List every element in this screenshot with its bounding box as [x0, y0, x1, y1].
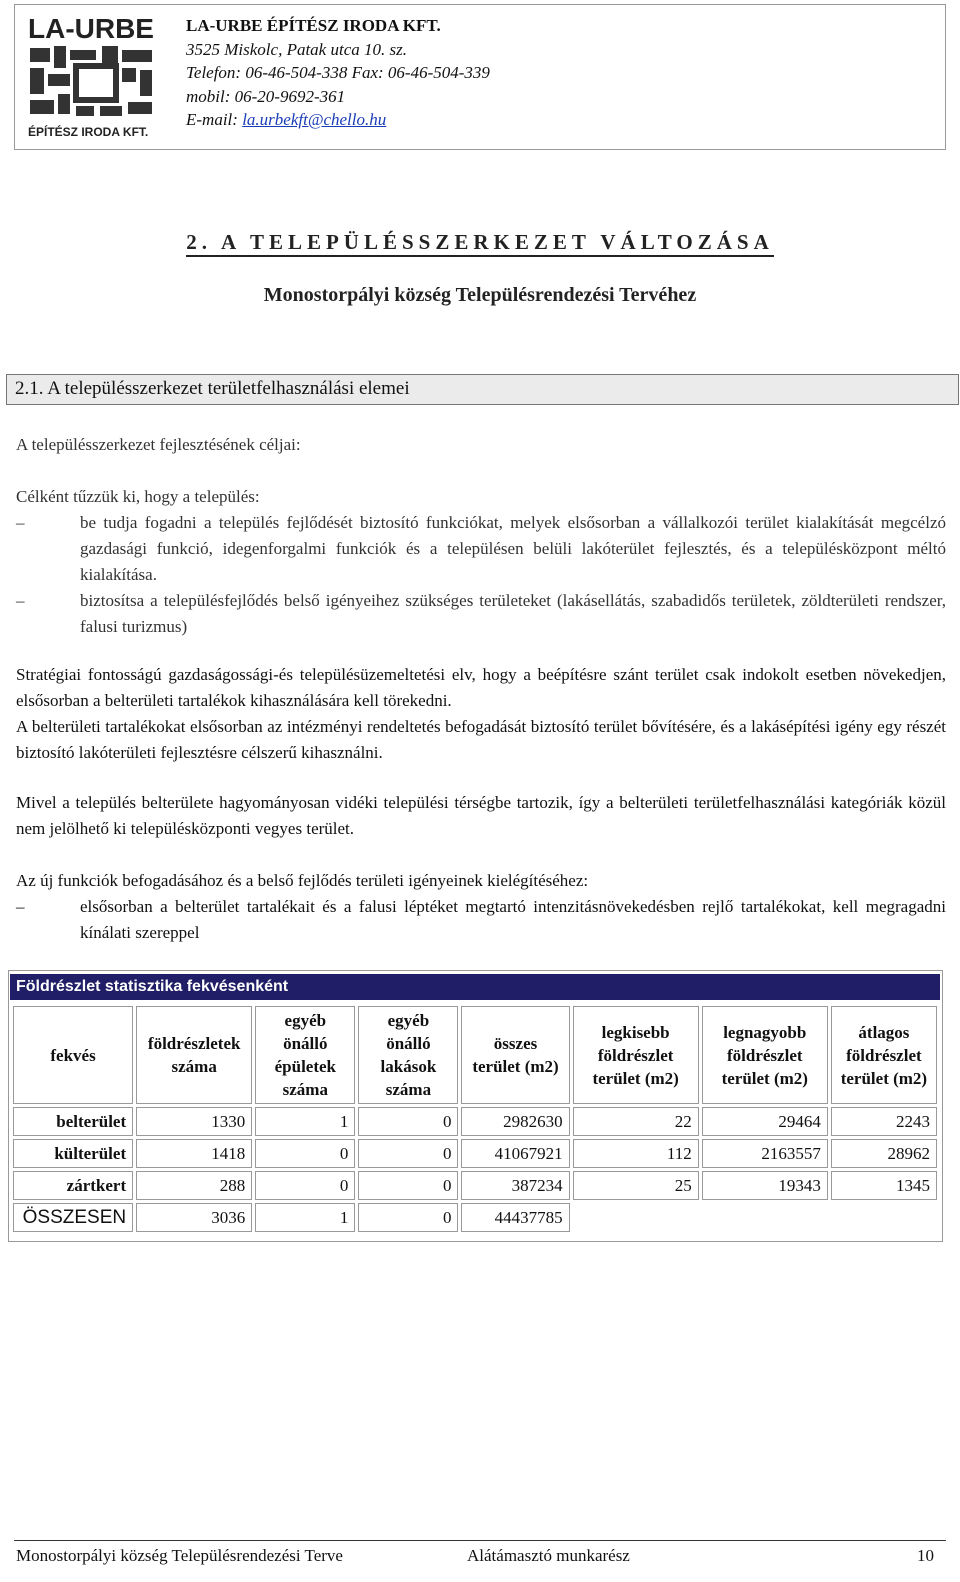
- empty-cell: [831, 1203, 937, 1232]
- new-function-heading: Az új funkciók befogadásához és a belső fejlődés területi igényeinek kielégítéséhez:: [16, 871, 589, 890]
- empty-cell: [702, 1203, 828, 1232]
- email-label: E-mail:: [186, 110, 243, 129]
- row-label: belterület: [13, 1107, 133, 1136]
- goals-heading: A településszerkezet fejlesztésének céljai:: [16, 435, 301, 454]
- table-cell: 288: [136, 1171, 252, 1200]
- table-cell: 1330: [136, 1107, 252, 1136]
- firm-phone: Telefon: 06-46-504-338 Fax: 06-46-504-339: [186, 63, 490, 82]
- section-heading: 2.1. A településszerkezet területfelhasználási elemei: [6, 374, 959, 405]
- empty-cell: [573, 1203, 699, 1232]
- table-cell: 2163557: [702, 1139, 828, 1168]
- table-cell: 28962: [831, 1139, 937, 1168]
- goal-item: – be tudja fogadni a település fejlődését biztosító funkciókat, melyek elsősorban a vállalkozói terület kialakítását megcélzó gazdasági funkció, idegenforgalmi funkciók és a településen belüli lakóterület fejlesztés, és a településközpont méltó kialakítása.: [16, 510, 946, 588]
- table-cell: 19343: [702, 1171, 828, 1200]
- statistics-table: [10, 1003, 940, 1235]
- column-header: átlagos földrészlet terület (m2): [831, 1006, 937, 1104]
- column-header: fekvés: [13, 1006, 133, 1104]
- table-cell: 3036: [136, 1203, 252, 1232]
- table-row: [13, 1107, 937, 1136]
- column-header: földrészletek száma: [136, 1006, 252, 1104]
- table-cell: 0: [358, 1139, 458, 1168]
- goal-item: – biztosítsa a településfejlődés belső igényeihez szükséges területeket (lakásellátás, szabadidős területek, zöldterületi rendszer, falusi turizmus): [16, 588, 946, 640]
- mivel-paragraph: Mivel a település belterülete hagyományosan vidéki települési térségbe tartozik, így a belterületi területfelhasználási kategóriák közül nem jelölhető ki településközponti vegyes terület.: [16, 793, 946, 838]
- column-header: összes terület (m2): [461, 1006, 569, 1104]
- firm-email-line: [186, 108, 490, 132]
- firm-address: 3525 Miskolc, Patak utca 10. sz.: [186, 39, 407, 59]
- new-function-item: – elsősorban a belterület tartalékait és a falusi léptéket megtartó intenzitásnövekedésben rejlő tartalékokat, kell megragadni kínálati szereppel: [16, 894, 946, 946]
- strategy-paragraph-2: A belterületi tartalékokat elsősorban az intézményi rendeltetés befogadását biztosító terület bővítésére, és a lakásépítési igény egy részét biztosító lakóterületi fejlesztésre célszerű kihasználni.: [16, 717, 946, 762]
- dash-bullet: –: [16, 513, 25, 532]
- table-cell: 1418: [136, 1139, 252, 1168]
- company-logo: [24, 10, 160, 142]
- table-cell: 1: [255, 1203, 355, 1232]
- statistics-table-title: Földrészlet statisztika fekvésenként: [10, 974, 940, 1000]
- row-label: külterület: [13, 1139, 133, 1168]
- table-cell: 112: [573, 1139, 699, 1168]
- table-header-row: [13, 1006, 937, 1104]
- letterhead-contact: [186, 14, 490, 132]
- svg-text:LA-URBE: LA-URBE: [28, 13, 154, 44]
- footer-document-name: Monostorpályi község Településrendezési Terve: [16, 1546, 343, 1565]
- email-link[interactable]: la.urbekft@chello.hu: [242, 110, 387, 129]
- footer-part-name: Alátámasztó munkarész: [467, 1546, 630, 1565]
- dash-bullet: –: [16, 591, 25, 610]
- column-header: egyéb önálló lakások száma: [358, 1006, 458, 1104]
- table-row: [13, 1171, 937, 1200]
- table-cell: 2243: [831, 1107, 937, 1136]
- document-subtitle: Monostorpályi község Településrendezési Tervéhez: [263, 284, 697, 306]
- table-cell: 1345: [831, 1171, 937, 1200]
- row-label: ÖSSZESEN: [13, 1203, 133, 1232]
- strategy-paragraph-1: Stratégiai fontosságú gazdaságossági-és településüzemeltetési elv, hogy a beépítésre szánt terület csak indokolt esetben növekedjen, elsősorban a belterületi tartalékok kihasználására kell törekedni.: [16, 665, 946, 710]
- table-cell: 387234: [461, 1171, 569, 1200]
- firm-mobile: mobil: 06-20-9692-361: [186, 86, 346, 106]
- firm-name: LA-URBE ÉPÍTÉSZ IRODA KFT.: [186, 16, 441, 35]
- table-cell: 0: [255, 1139, 355, 1168]
- column-header: legnagyobb földrészlet terület (m2): [702, 1006, 828, 1104]
- goal-intro: Célként tűzzük ki, hogy a település:: [16, 487, 260, 506]
- table-cell: 44437785: [461, 1203, 569, 1232]
- table-row: [13, 1139, 937, 1168]
- table-cell: 0: [358, 1107, 458, 1136]
- table-cell: 22: [573, 1107, 699, 1136]
- table-cell: 0: [255, 1171, 355, 1200]
- column-header: legkisebb földrészlet terület (m2): [573, 1006, 699, 1104]
- table-cell: 0: [358, 1203, 458, 1232]
- svg-text:ÉPÍTÉSZ IRODA KFT.: ÉPÍTÉSZ IRODA KFT.: [28, 125, 149, 139]
- table-cell: 41067921: [461, 1139, 569, 1168]
- table-cell: 2982630: [461, 1107, 569, 1136]
- table-cell: 25: [573, 1171, 699, 1200]
- table-cell: 1: [255, 1107, 355, 1136]
- column-header: egyéb önálló épületek száma: [255, 1006, 355, 1104]
- table-total-row: [13, 1203, 937, 1232]
- document-title: 2. A TELEPÜLÉSSZERKEZET VÁLTOZÁSA: [0, 230, 960, 255]
- dash-bullet: –: [16, 897, 25, 916]
- footer-page-number: 10: [917, 1546, 934, 1565]
- row-label: zártkert: [13, 1171, 133, 1200]
- table-cell: 0: [358, 1171, 458, 1200]
- footer-rule: [14, 1540, 946, 1541]
- table-cell: 29464: [702, 1107, 828, 1136]
